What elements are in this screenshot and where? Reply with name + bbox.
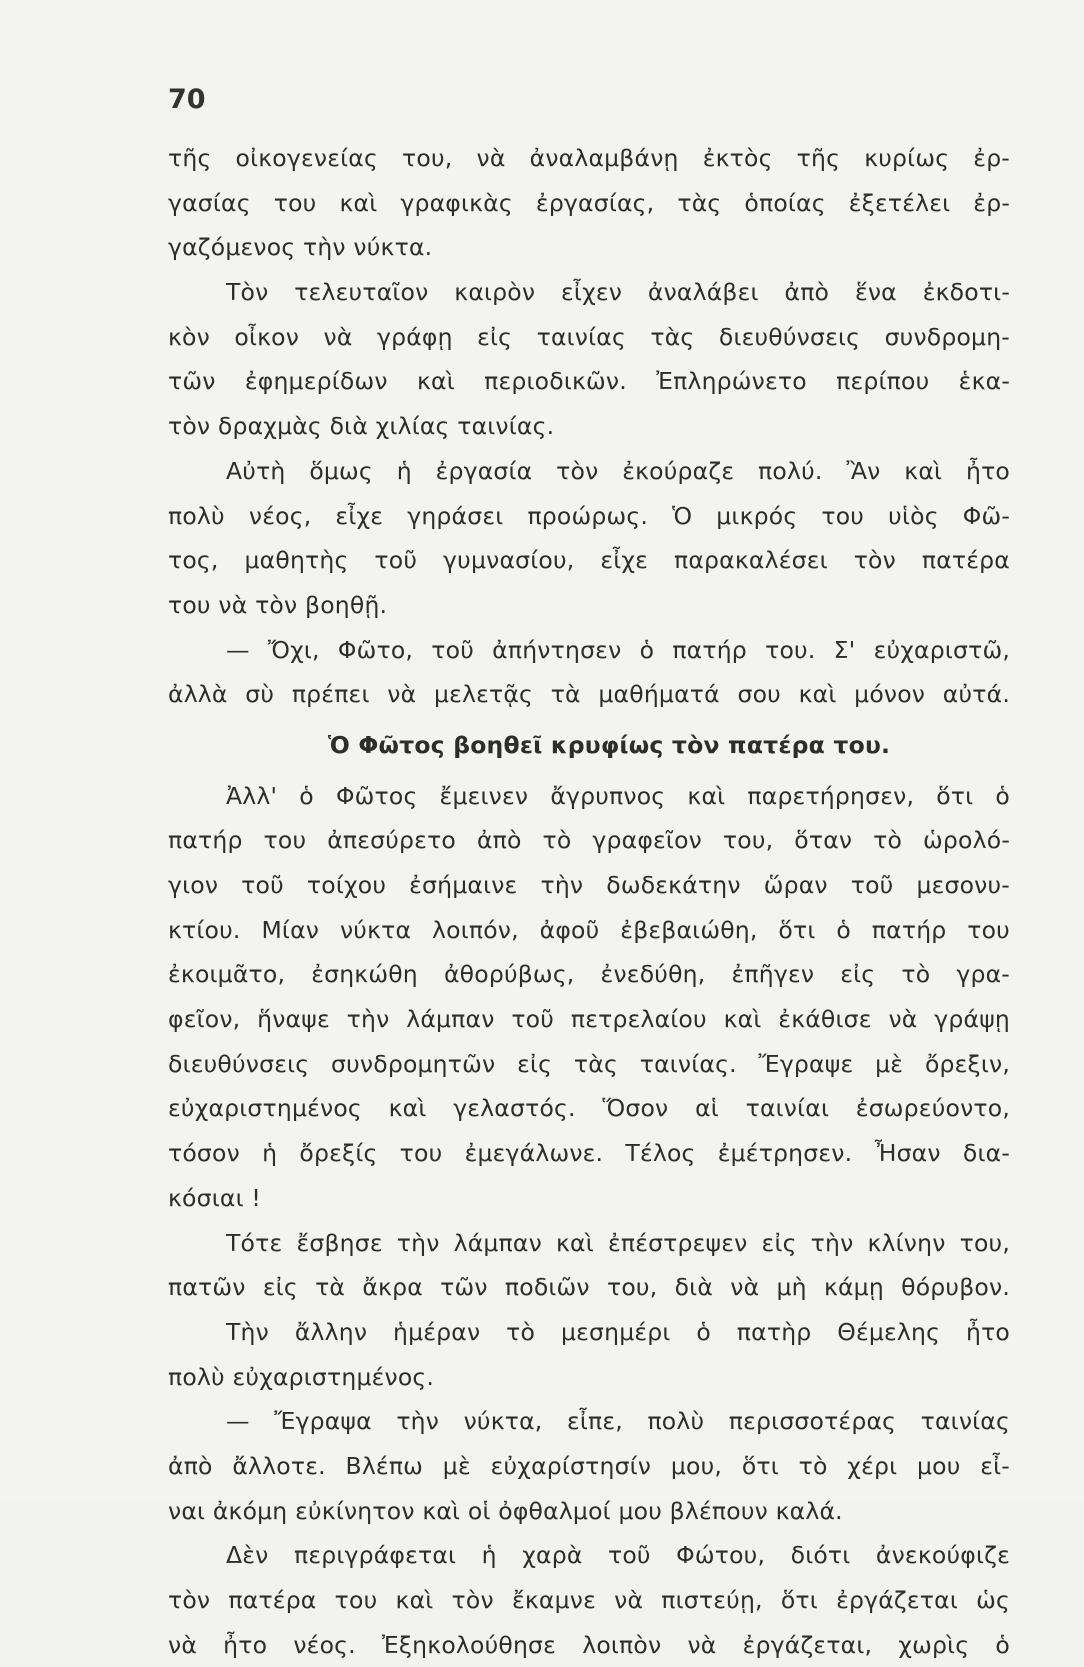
text-line: γαζόμενος τὴν νύκτα. (168, 233, 433, 262)
text-line: — Ἔγραψα τὴν νύκτα, εἶπε, πολὺ περισσοτέρας ταινίας (226, 1407, 1010, 1436)
text-line: κὸν οἶκον νὰ γράφῃ εἰς ταινίας τὰς διευθύνσεις συνδρομη- (168, 322, 1010, 351)
text-line: Τὴν ἄλλην ἡμέραν τὸ μεσημέρι ὁ πατὴρ Θέμελης ἦτο (226, 1317, 1010, 1346)
section-heading: Ὁ Φῶτος βοηθεῖ κρυφίως τὸν πατέρα του. (327, 730, 891, 759)
page-text (168, 136, 1010, 1667)
text-line: ἀλλὰ σὺ πρέπει νὰ μελετᾷς τὰ μαθήματά σου καὶ μόνον αὐτά. (168, 680, 1010, 709)
text-line: τὸν δραχμὰς διὰ χιλίας ταινίας. (168, 412, 555, 441)
text-line: πατῶν εἰς τὰ ἄκρα τῶν ποδιῶν του, διὰ νὰ μὴ κάμῃ θόρυβον. (168, 1273, 1010, 1302)
text-line: ναι ἀκόμη εὐκίνητον καὶ οἱ ὀφθαλμοί μου βλέπουν καλά. (168, 1496, 843, 1525)
text-line: τὸν πατέρα του καὶ τὸν ἔκαμνε νὰ πιστεύῃ, ὅτι ἐργάζεται ὡς (168, 1586, 1010, 1614)
text-line: ἀπὸ ἄλλοτε. Βλέπω μὲ εὐχαρίστησίν μου, ὅτι τὸ χέρι μου εἶ- (168, 1451, 1010, 1480)
text-line: πατήρ του ἀπεσύρετο ἀπὸ τὸ γραφεῖον του, ὅταν τὸ ὡρολό- (168, 826, 1010, 855)
text-line: διευθύνσεις συνδρομητῶν εἰς τὰς ταινίας. Ἔγραψε μὲ ὄρεξιν, (168, 1049, 1010, 1078)
text-line: τόσον ἡ ὄρεξίς του ἐμεγάλωνε. Τέλος ἐμέτρησεν. Ἦσαν δια- (168, 1139, 1010, 1168)
text-line: πολὺ νέος, εἶχε γηράσει προώρως. Ὁ μικρός του υἱὸς Φῶ- (168, 501, 1010, 530)
text-line: ἐκοιμᾶτο, ἐσηκώθη ἀθορύβως, ἐνεδύθη, ἐπῆγεν εἰς τὸ γρα- (168, 960, 1010, 989)
text-line: του νὰ τὸν βοηθῇ. (168, 590, 388, 619)
text-line: κόσιαι ! (168, 1183, 262, 1212)
text-line: τος, μαθητὴς τοῦ γυμνασίου, εἶχε παρακαλέσει τὸν πατέρα (168, 546, 1010, 575)
text-line: τῶν ἐφημερίδων καὶ περιοδικῶν. Ἐπληρώνετο περίπου ἑκα- (168, 367, 1010, 396)
text-line: — Ὄχι, Φῶτο, τοῦ ἀπήντησεν ὁ πατήρ του. Σ' εὐχαριστῶ, (226, 635, 1010, 664)
text-line: Τὸν τελευταῖον καιρὸν εἶχεν ἀναλάβει ἀπὸ ἕνα ἐκδοτι- (226, 278, 1010, 307)
text-line: γασίας του καὶ γραφικὰς ἐργασίας, τὰς ὁποίας ἐξετέλει ἐρ- (168, 188, 1010, 217)
text-line: κτίου. Μίαν νύκτα λοιπόν, ἀφοῦ ἐβεβαιώθη, ὅτι ὁ πατήρ του (168, 915, 1010, 944)
text-line: εὐχαριστημένος καὶ γελαστός. Ὅσον αἱ ταινίαι ἐσωρεύοντο, (168, 1094, 1010, 1123)
text-line: τῆς οἰκογενείας του, νὰ ἀναλαμβάνῃ ἐκτὸς τῆς κυρίως ἐρ- (168, 144, 1010, 172)
text-line: φεῖον, ἥναψε τὴν λάμπαν τοῦ πετρελαίου καὶ ἐκάθισε νὰ γράψῃ (168, 1005, 1010, 1034)
page-number: 70 (168, 84, 206, 115)
text-line: Τότε ἔσβησε τὴν λάμπαν καὶ ἐπέστρεψεν εἰς τὴν κλίνην του, (226, 1228, 1010, 1257)
text-line: νὰ ἦτο νέος. Ἐξηκολούθησε λοιπὸν νὰ ἐργάζεται, χωρὶς ὁ (168, 1630, 1010, 1659)
text-line: Αὐτὴ ὅμως ἡ ἐργασία τὸν ἐκούραζε πολύ. Ἂν καὶ ἦτο (226, 456, 1010, 485)
text-line: γιον τοῦ τοίχου ἐσήμαινε τὴν δωδεκάτην ὥραν τοῦ μεσονυ- (168, 871, 1010, 899)
text-line: Ἀλλ' ὁ Φῶτος ἔμεινεν ἄγρυπνος καὶ παρετήρησεν, ὅτι ὁ (226, 781, 1010, 810)
text-line: πολὺ εὐχαριστημένος. (168, 1362, 435, 1391)
text-line: Δὲν περιγράφεται ἡ χαρὰ τοῦ Φώτου, διότι ἀνεκούφιζε (226, 1541, 1010, 1570)
